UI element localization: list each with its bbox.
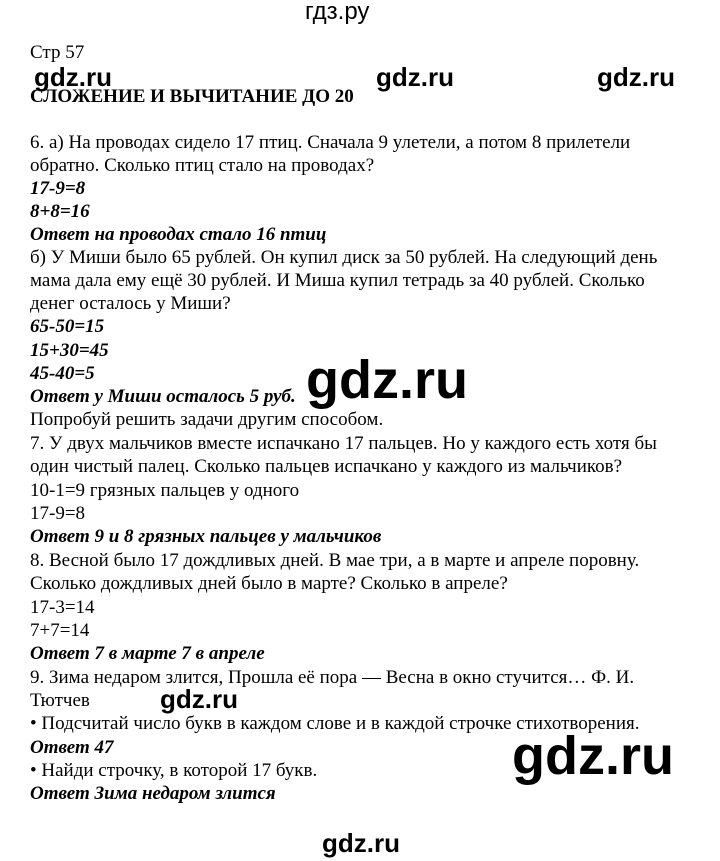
text-line: 17-3=14 [30, 597, 95, 618]
text-line: 17-9=8 [30, 503, 86, 524]
answer-line: Ответ у Миши осталось 5 руб. [30, 386, 296, 407]
answer-line: Ответ 7 в марте 7 в апреле [30, 643, 265, 664]
solution-line: 45-40=5 [30, 363, 95, 384]
watermark: gdz.ru [322, 828, 400, 858]
answer-line: Ответ на проводах стало 16 птиц [30, 224, 327, 245]
answer-line: Ответ 9 и 8 грязных пальцев у мальчиков [30, 526, 382, 547]
text-line: один чистый палец. Сколько пальцев испачкано у каждого из мальчиков? [30, 456, 623, 477]
site-header: гдз.ру [305, 0, 370, 25]
watermark: gdz.ru [597, 62, 675, 92]
text-line: 10-1=9 грязных пальцев у одного [30, 480, 300, 501]
section-title: СЛОЖЕНИЕ И ВЫЧИТАНИЕ ДО 20 [30, 86, 354, 107]
text-line: 6. а) На проводах сидело 17 птиц. Сначала 9 улетели, а потом 8 прилетели [30, 132, 631, 153]
text-line: 7. У двух мальчиков вместе испачкано 17 пальцев. Но у каждого есть хотя бы [30, 433, 657, 454]
watermark: gdz.ru [34, 62, 112, 92]
text-line: Тютчев [30, 690, 90, 711]
text-line: 8. Весной было 17 дождливых дней. В мае три, а в марте и апреле поровну. [30, 550, 640, 571]
text-line: Попробуй решить задачи другим способом. [30, 409, 384, 430]
solution-line: 65-50=15 [30, 316, 105, 337]
text-line: • Подсчитай число букв в каждом слове и в каждой строчке стихотворения. [30, 713, 640, 734]
text-line: Сколько дождливых дней было в марте? Сколько в апреле? [30, 573, 508, 594]
page-reference: Стр 57 [30, 42, 85, 63]
text-line: б) У Миши было 65 рублей. Он купил диск за 50 рублей. На следующий день [30, 247, 658, 268]
answer-line: Ответ Зима недаром злится [30, 783, 276, 804]
text-line: 9. Зима недаром злится, Прошла её пора — Весна в окно стучится… Ф. И. [30, 667, 635, 688]
text-line: • Найди строчку, в которой 17 букв. [30, 760, 318, 781]
text-line: мама дала ему ещё 30 рублей. И Миша купил тетрадь за 40 рублей. Сколько [30, 270, 645, 291]
watermark: gdz.ru [376, 62, 454, 92]
solution-line: 17-9=8 [30, 178, 86, 199]
watermark: gdz.ru [160, 684, 238, 714]
answer-line: Ответ 47 [30, 737, 114, 758]
text-line: 7+7=14 [30, 620, 90, 641]
solution-line: 15+30=45 [30, 340, 109, 361]
watermark: gdz.ru [306, 350, 468, 410]
watermark: gdz.ru [512, 726, 674, 786]
solution-line: 8+8=16 [30, 201, 90, 222]
text-line: обратно. Сколько птиц стало на проводах? [30, 155, 375, 176]
text-line: денег осталось у Миши? [30, 293, 231, 314]
